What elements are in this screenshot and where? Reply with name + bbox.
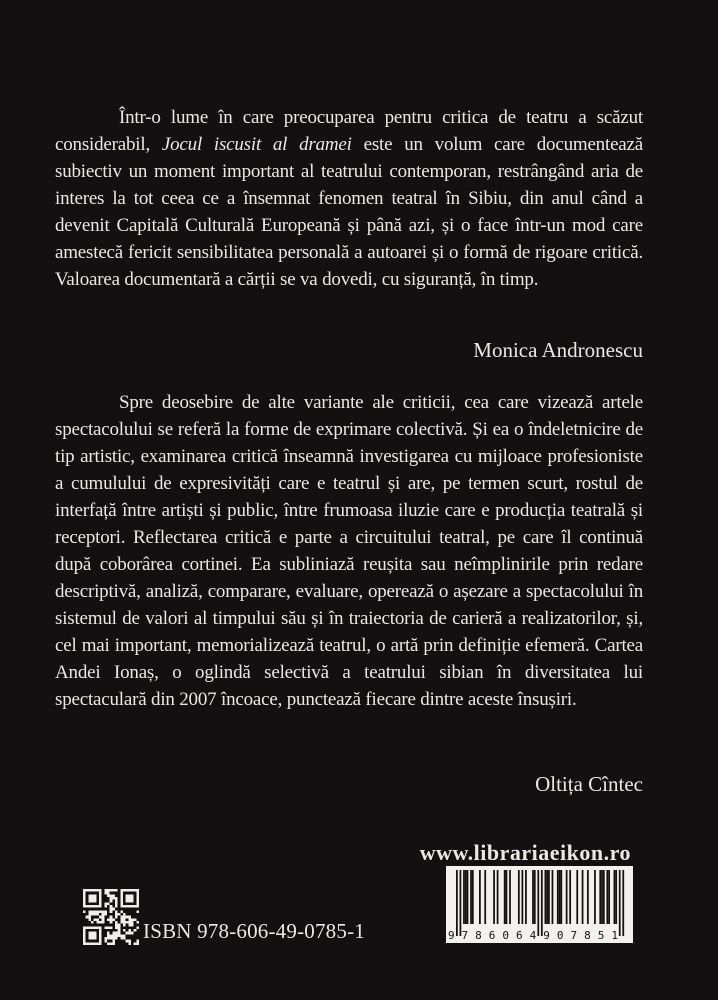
barcode-digit-group: 907851	[543, 929, 625, 942]
publisher-website: www.librariaeikon.ro	[419, 840, 631, 865]
barcode-digit-group: 9	[448, 929, 455, 942]
qr-code-icon	[83, 889, 139, 945]
barcode-digit-group: 786064	[461, 929, 544, 942]
ean-barcode	[446, 866, 633, 943]
isbn-text: ISBN 978-606-49-0785-1	[143, 919, 365, 943]
blurb-paragraph-2: Spre deosebire de alte variante ale criticii, cea care vizează artele spectacolului se referă la forme de exprimare colectivă. Și ea o îndeletnicire de tip artistic, examinarea critică înseamnă investigarea cu mijloace profesioniste a cumulului de expresivități care e teatrul și are, pe termen scurt, rostul de interfață între artiști și public, între frumoasa iluzie care e producția teatrală și receptori. Reflectarea critică e parte a circuitului teatral, pe care îl continuă după coborârea cortinei. Ea subliniază reușita sau neîmplinirile prin redare descriptivă, analiză, comparare, evaluare, operează o așezare a spectacolului în sistemul de valori al timpului său și în traiectoria de carieră a realizatorilor, și, cel mai important, memorializează teatrul, o artă prin definiție efemeră. Cartea Andei Ionaș, o oglindă selectivă a teatrului sibian în diversitatea lui spectaculară din 2007 încoace, punctează fiecare dintre aceste însușiri.	[55, 392, 643, 710]
attribution-oltita-cintec: Oltița Cîntec	[535, 772, 643, 796]
blurb1-text-before: Într-o lume în care preocuparea pentru critica de teatru a scăzut considerabil,	[55, 107, 643, 155]
attribution-monica-andronescu: Monica Andronescu	[473, 338, 643, 362]
blurb-paragraph-1	[55, 104, 643, 293]
blurb1-text-after: este un volum care documentează subiectiv un moment important al teatrului contemporan, restrângând aria de interes la tot ceea ce a însemnat fenomen teatral în Sibiu, din anul când a devenit Capitală Culturală Europeană și până azi, și o face într-un mod care amestecă fericit sensibilitatea personală a autoarei și o formă de rigoare critică. Valoarea documentară a cărții se va dovedi, cu siguranță, în timp.	[55, 134, 643, 290]
barcode-digits	[446, 930, 625, 942]
book-title-italic: Jocul iscusit al dramei	[161, 134, 352, 155]
